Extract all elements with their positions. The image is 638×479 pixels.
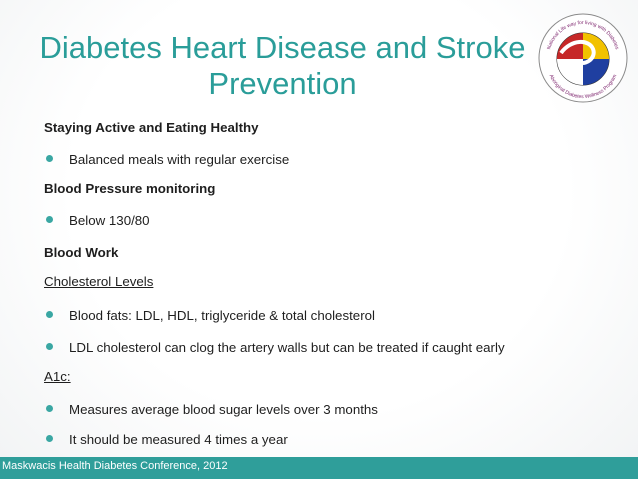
- bullet-measured-4-times: [44, 432, 288, 447]
- bullet-ldl: [44, 340, 505, 355]
- bullet-text: Blood fats: LDL, HDL, triglyceride & total cholesterol: [69, 308, 375, 323]
- bullet-icon: [46, 311, 53, 318]
- logo-ring-text-top: National Life way for living with Diabetes: [546, 19, 620, 51]
- bullet-balanced-meals: [44, 152, 289, 167]
- bullet-icon: [46, 405, 53, 412]
- bullet-icon: [46, 216, 53, 223]
- bullet-icon: [46, 343, 53, 350]
- bullet-icon: [46, 435, 53, 442]
- bullet-measures-average: [44, 402, 378, 417]
- bullet-blood-fats: [44, 308, 375, 323]
- medicine-wheel-icon: [557, 33, 609, 85]
- heading-blood-work: Blood Work: [44, 245, 119, 260]
- heading-staying-active: Staying Active and Eating Healthy: [44, 120, 259, 135]
- slide-title: Diabetes Heart Disease and Stroke Prevention: [39, 30, 526, 101]
- bullet-below-130: [44, 213, 150, 228]
- subheading-a1c: A1c:: [44, 369, 71, 384]
- subheading-cholesterol: Cholesterol Levels: [44, 274, 154, 289]
- bullet-text: Balanced meals with regular exercise: [69, 152, 290, 167]
- heading-blood-pressure: Blood Pressure monitoring: [44, 181, 216, 196]
- bullet-text: Measures average blood sugar levels over 3 months: [69, 402, 378, 417]
- bullet-text: LDL cholesterol can clog the artery walls but can be treated if caught early: [69, 340, 505, 355]
- medicine-wheel-logo: [537, 12, 629, 104]
- bullet-icon: [46, 155, 53, 162]
- footer-text: Maskwacis Health Diabetes Conference, 2012: [2, 460, 228, 472]
- logo-ring-text-bottom: Aboriginal Diabetes Wellness Program: [547, 73, 619, 101]
- bullet-text: Below 130/80: [69, 213, 150, 228]
- bullet-text: It should be measured 4 times a year: [69, 432, 288, 447]
